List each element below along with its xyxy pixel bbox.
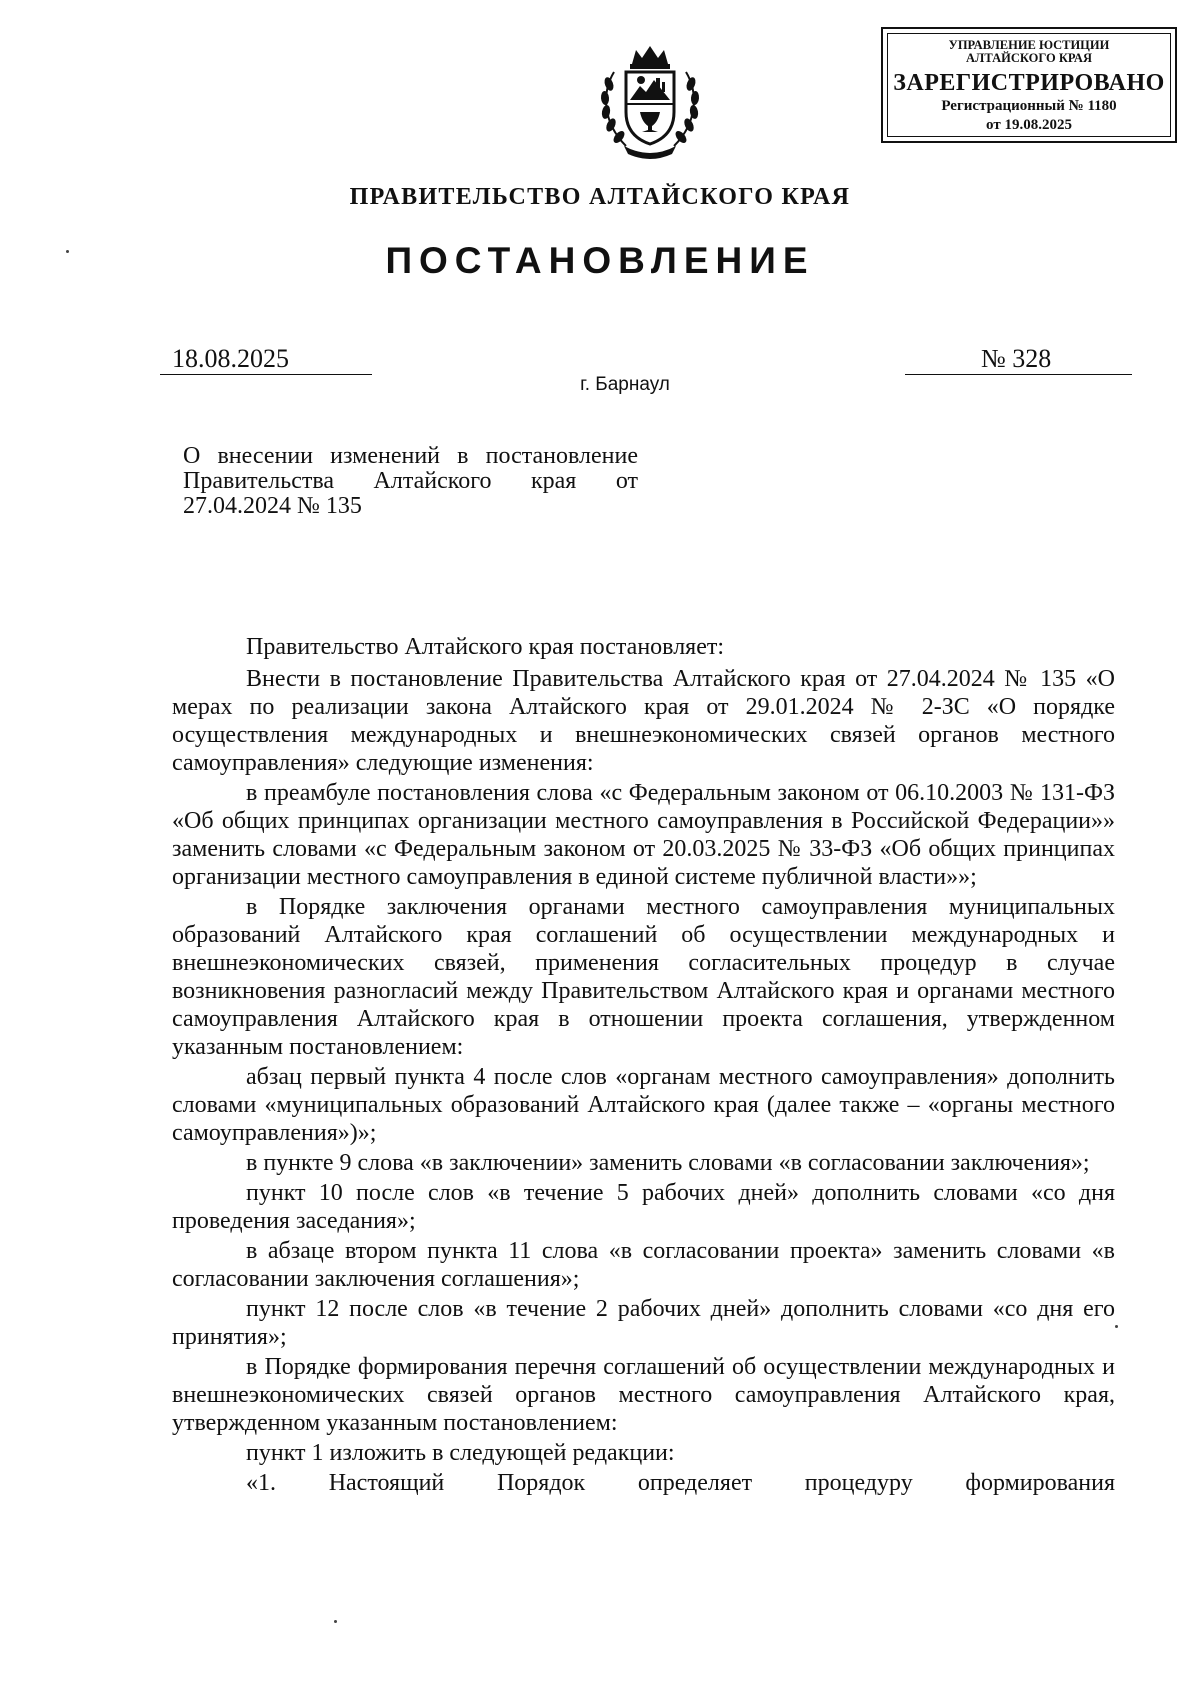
stamp-registration-date: от 19.08.2025 — [986, 117, 1072, 133]
document-number: № 328 — [905, 344, 1132, 375]
document-date: 18.08.2025 — [160, 344, 372, 375]
paragraph: в пункте 9 слова «в заключении» заменить словами «в согласовании заключения»; — [246, 1150, 1090, 1176]
stamp-registration-number: Регистрационный № 1180 — [941, 98, 1117, 114]
paragraph: в Порядке формирования перечня соглашений об осуществлении международных и внешнеэкономических связей органов местного самоуправления Алтайского края, утвержденном указанным постановлением: — [172, 1354, 1115, 1436]
stamp-inner-frame — [887, 33, 1171, 137]
paragraph: «1. Настоящий Порядок определяет процедуру формирования — [246, 1470, 1115, 1496]
paragraph: абзац первый пункта 4 после слов «органам местного самоуправления» дополнить словами «муниципальных образований Алтайского края (далее также – «органы местного самоуправления»)»; — [172, 1064, 1115, 1146]
paragraph: Внести в постановление Правительства Алтайского края от 27.04.2024 № 135 «О мерах по реализации закона Алтайского края от 29.01.2024 № 2-ЗС «О порядке осуществления международных и внешнеэкономических связей органов местного самоуправления» следующие изменения: — [172, 666, 1115, 776]
government-title: ПРАВИТЕЛЬСТВО АЛТАЙСКОГО КРАЯ — [349, 184, 851, 210]
paragraph: в абзаце втором пункта 11 слова «в согласовании проекта» заменить словами «в согласовании заключения соглашения»; — [172, 1238, 1115, 1292]
paragraph: пункт 10 после слов «в течение 5 рабочих дней» дополнить словами «со дня проведения заседания»; — [172, 1180, 1115, 1234]
scan-speck — [1115, 1325, 1118, 1328]
paragraph: пункт 12 после слов «в течение 2 рабочих дней» дополнить словами «со дня его принятия»; — [172, 1296, 1115, 1350]
paragraph: Правительство Алтайского края постановляет: — [246, 634, 725, 660]
stamp-status: ЗАРЕГИСТРИРОВАНО — [893, 70, 1165, 96]
document-subject: О внесении изменений в постановление Правительства Алтайского края от 27.04.2024 № 135 — [183, 443, 638, 519]
scan-speck — [334, 1620, 337, 1623]
paragraph: в преамбуле постановления слова «с Федеральным законом от 06.10.2003 № 131-ФЗ «Об общих принципах организации местного самоуправления в Российской Федерации»» заменить словами «с Федеральным законом от 20.03.2025 № 33-ФЗ «Об общих принципах организации местного самоуправления в единой системе публичной власти»»; — [172, 780, 1115, 890]
document-city: г. Барнаул — [580, 374, 670, 395]
altai-krai-coat-of-arms-icon — [596, 42, 704, 160]
document-type: ПОСТАНОВЛЕНИЕ — [385, 240, 815, 281]
scan-speck — [66, 250, 69, 253]
document-body — [172, 633, 1115, 1499]
paragraph: пункт 1 изложить в следующей редакции: — [246, 1440, 675, 1466]
paragraph: в Порядке заключения органами местного самоуправления муниципальных образований Алтайского края соглашений об осуществлении международных и внешнеэкономических связей, применения согласительных процедур в случае возникновения разногласий между Правительством Алтайского края и органами местного самоуправления Алтайского края в отношении проекта соглашения, утвержденном указанным постановлением: — [172, 894, 1115, 1060]
stamp-organization: УПРАВЛЕНИЕ ЮСТИЦИИ АЛТАЙСКОГО КРАЯ — [948, 38, 1110, 65]
registration-stamp — [881, 27, 1177, 143]
